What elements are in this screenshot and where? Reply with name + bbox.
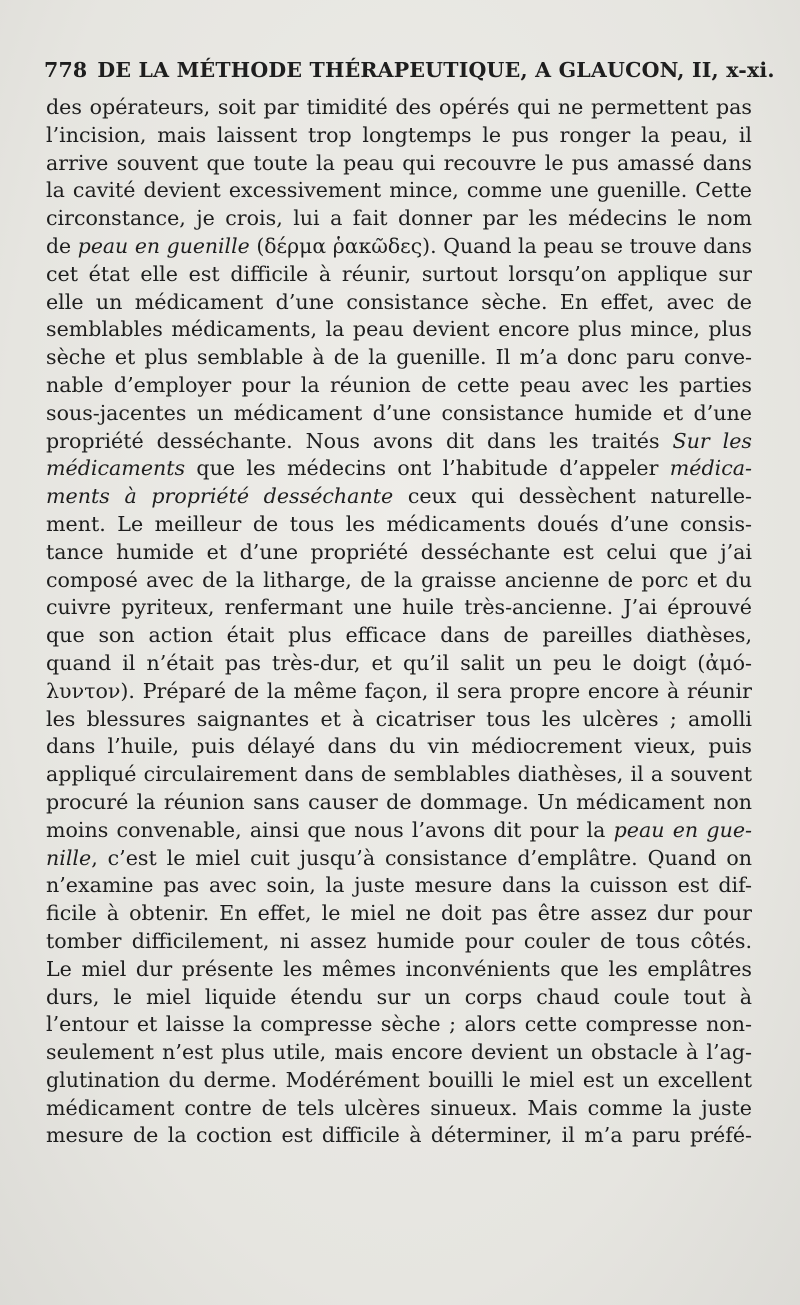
text-line: de peau en guenille (δέρμα ῥακῶδες). Quand la peau se trouve dans — [46, 233, 752, 258]
text-line: glutination du derme. Modérément bouilli le miel est un excellent — [46, 1067, 752, 1092]
text-line: semblables médicaments, la peau devient encore plus mince, plus — [46, 317, 752, 342]
text-line: dans l’huile, puis délayé dans du vin médiocrement vieux, puis — [46, 734, 752, 759]
text-line: seulement n’est plus utile, mais encore devient un obstacle à l’ag- — [46, 1040, 752, 1065]
text-line: durs, le miel liquide étendu sur un corps chaud coule tout à — [46, 984, 752, 1009]
text-line: propriété desséchante. Nous avons dit dans les traités Sur les — [46, 428, 752, 453]
text-line: procuré la réunion sans causer de dommage. Un médicament non — [46, 789, 752, 814]
text-line: ficile à obtenir. En effet, le miel ne doit pas être assez dur pour — [46, 901, 752, 926]
text-line: nille, c’est le miel cuit jusqu’à consistance d’emplâtre. Quand on — [46, 845, 752, 870]
text-line: les blessures saignantes et à cicatriser tous les ulcères ; amolli — [46, 706, 752, 731]
text-line: médicaments que les médecins ont l’habitude d’appeler médica- — [46, 456, 752, 481]
text-line: Le miel dur présente les mêmes inconvénients que les emplâtres — [46, 956, 752, 981]
text-line: λυντον). Préparé de la même façon, il sera propre encore à réunir — [46, 678, 752, 703]
text-line: quand il n’était pas très-dur, et qu’il salit un peu le doigt (ἀμό- — [46, 650, 752, 675]
text-line: des opérateurs, soit par timidité des opérés qui ne permettent pas — [46, 95, 752, 119]
text-line: ments à propriété desséchante ceux qui dessèchent naturelle- — [46, 484, 752, 509]
page-number: 778 — [44, 58, 88, 82]
text-line: l’entour et laisse la compresse sèche ; alors cette compresse non- — [46, 1012, 752, 1037]
text-line: la cavité devient excessivement mince, comme une guenille. Cette — [46, 178, 752, 203]
text-line: appliqué circulairement dans de semblables diathèses, il a souvent — [46, 762, 752, 787]
text-line: cuivre pyriteux, renfermant une huile très-ancienne. J’ai éprouvé — [46, 595, 752, 620]
text-line: l’incision, mais laissent trop longtemps le pus ronger la peau, il — [46, 122, 752, 147]
text-line: tance humide et d’une propriété desséchante est celui que j’ai — [46, 539, 752, 564]
body-text — [46, 94, 752, 1150]
running-title: DE LA MÉTHODE THÉRAPEUTIQUE, A GLAUCON, II, x-xi. — [97, 58, 775, 82]
running-header — [44, 58, 775, 82]
text-line: n’examine pas avec soin, la juste mesure dans la cuisson est dif- — [46, 873, 752, 898]
text-line: ment. Le meilleur de tous les médicaments doués d’une consis- — [46, 511, 752, 536]
text-line: elle un médicament d’une consistance sèche. En effet, avec de — [46, 289, 752, 314]
text-line: nable d’employer pour la réunion de cette peau avec les parties — [46, 372, 752, 397]
text-line: sous-jacentes un médicament d’une consistance humide et d’une — [46, 400, 752, 425]
text-line: composé avec de la litharge, de la graisse ancienne de porc et du — [46, 567, 752, 592]
text-line: que son action était plus efficace dans de pareilles diathèses, — [46, 623, 752, 648]
text-line: mesure de la coction est difficile à déterminer, il m’a paru préfé- — [46, 1123, 752, 1148]
text-line: arrive souvent que toute la peau qui recouvre le pus amassé dans — [46, 150, 752, 175]
text-line: médicament contre de tels ulcères sinueux. Mais comme la juste — [46, 1095, 752, 1120]
text-line: tomber difficilement, ni assez humide pour couler de tous côtés. — [46, 928, 752, 953]
text-line: moins convenable, ainsi que nous l’avons dit pour la peau en gue- — [46, 817, 752, 842]
text-line: sèche et plus semblable à de la guenille. Il m’a donc paru conve- — [46, 345, 752, 370]
text-line: cet état elle est difficile à réunir, surtout lorsqu’on applique sur — [46, 261, 752, 286]
text-line: circonstance, je crois, lui a fait donner par les médecins le nom — [46, 206, 752, 231]
